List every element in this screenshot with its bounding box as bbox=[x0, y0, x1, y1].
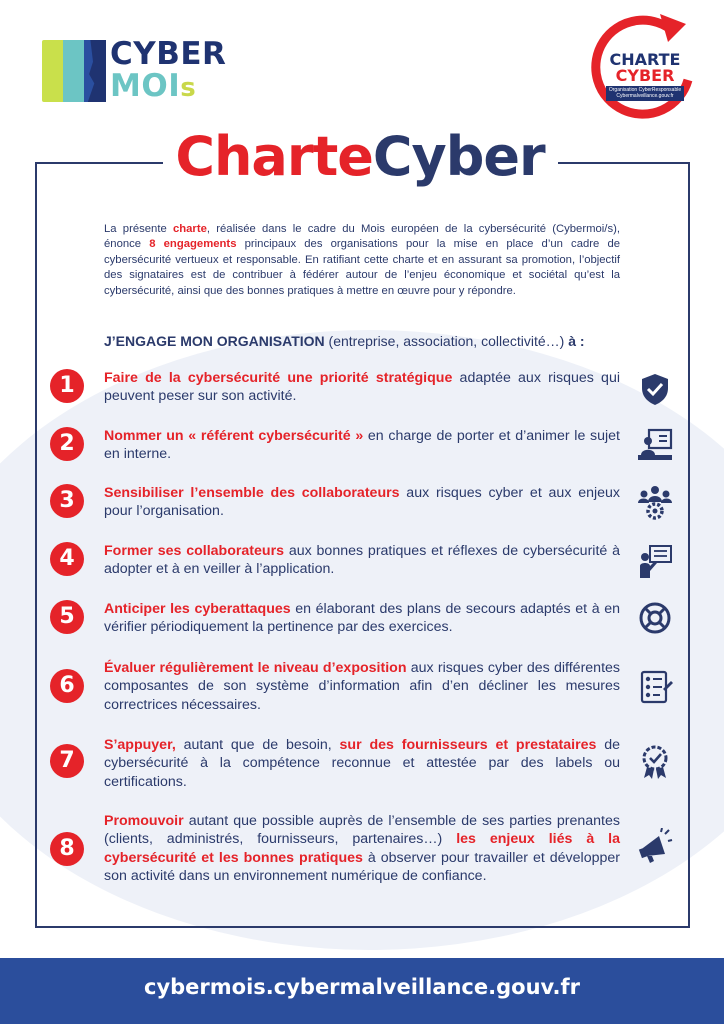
commitment-text bbox=[104, 484, 620, 521]
charte-cyber-logo-line2: CYBER bbox=[615, 66, 675, 85]
cybermois-logo-moi: MOI bbox=[110, 68, 181, 104]
award-badge-icon bbox=[637, 744, 673, 780]
commitment-number: 2 bbox=[50, 427, 84, 461]
page-title bbox=[165, 122, 555, 192]
intro-paragraph bbox=[104, 222, 620, 299]
commitment-text bbox=[104, 427, 620, 464]
commitment-number: 3 bbox=[50, 484, 84, 518]
charte-cyber-logo-subtitle bbox=[606, 86, 684, 101]
title-cyber: Cyber bbox=[372, 125, 545, 188]
cybermois-logo-cyber: CYBER bbox=[110, 36, 227, 72]
footer-bar bbox=[0, 958, 724, 1024]
commitment-number: 5 bbox=[50, 600, 84, 634]
commitment-body: en charge de porter et d’animer le sujet en interne. bbox=[104, 428, 620, 463]
commitment-body: adaptée aux risques qui peuvent peser sur son activité. bbox=[104, 370, 620, 405]
commitment-highlight-2: les enjeux liés à la cybersécurité et les bonnes pratiques bbox=[104, 831, 620, 866]
checklist-icon bbox=[637, 669, 673, 705]
megaphone-icon bbox=[637, 828, 673, 864]
commitment-body: autant que de besoin, bbox=[175, 737, 340, 753]
commitment-body: aux risques cyber et aux enjeux pour l’organisation. bbox=[104, 485, 620, 520]
commitment-highlight: Anticiper les cyberattaques bbox=[104, 601, 291, 617]
engagement-heading bbox=[104, 333, 644, 349]
commitment-body-2: à observer pour travailler et développer son activité dans un environnement numérique de confiance. bbox=[104, 849, 620, 885]
team-gear-icon bbox=[637, 484, 673, 520]
commitment-highlight: Faire de la cybersécurité une priorité stratégique bbox=[104, 370, 453, 386]
commitment-highlight: Promouvoir bbox=[104, 813, 184, 829]
commitment-body: aux risques cyber des différentes composantes de son système d’information afin d’en décliner les mesures correctrices nécessaires. bbox=[104, 660, 621, 713]
commitment-highlight: Former ses collaborateurs bbox=[104, 543, 284, 559]
commitment-body: en élaborant des plans de secours adaptés et à en vérifier périodiquement la pertinence par des exercices. bbox=[104, 601, 621, 636]
frame-top-left-rule bbox=[35, 162, 163, 164]
intro-text-2: , réalisée dans le cadre du Mois européen de la cybersécurité (Cybermoi/s), énonce bbox=[104, 223, 620, 251]
cybermois-logo-mosaic bbox=[42, 40, 106, 102]
cybermois-logo-s: s bbox=[180, 73, 197, 103]
frame-top-right-rule bbox=[558, 162, 690, 164]
footer-url-link[interactable]: cybermois.cybermalveillance.gouv.fr bbox=[144, 975, 580, 999]
commitment-number: 7 bbox=[50, 744, 84, 778]
title-charte: Charte bbox=[175, 125, 373, 188]
commitment-body: aux bonnes pratiques et réflexes de cybersécurité à adopter et à en veiller à l’application. bbox=[104, 543, 621, 578]
commitment-number: 6 bbox=[50, 669, 84, 703]
engagement-heading-bold: J’ENGAGE MON ORGANISATION bbox=[104, 333, 325, 349]
commitment-highlight: S’appuyer, bbox=[104, 737, 176, 753]
commitment-text bbox=[104, 812, 620, 886]
commitment-body-2: de cybersécurité à la compétence reconnue et attestée par des labels ou certifications. bbox=[104, 737, 620, 790]
intro-text-1: La présente bbox=[104, 223, 173, 235]
person-desk-icon bbox=[637, 427, 673, 463]
commitment-highlight: Évaluer régulièrement le niveau d’exposition bbox=[104, 660, 407, 676]
commitment-highlight-2: sur des fournisseurs et prestataires bbox=[339, 737, 597, 753]
charte-cyber-logo-line3: Organisation CyberResponsable bbox=[608, 87, 682, 93]
charte-cyber-logo-line4: Cybermalveillance.gouv.fr bbox=[616, 93, 674, 100]
engagement-heading-rest: (entreprise, association, collectivité…) bbox=[324, 333, 569, 349]
intro-highlight-charte: charte bbox=[172, 223, 207, 235]
commitment-text bbox=[104, 369, 620, 406]
trainer-board-icon bbox=[637, 544, 673, 580]
commitment-number: 4 bbox=[50, 542, 84, 576]
commitment-text bbox=[104, 659, 620, 714]
commitment-highlight: Sensibiliser l’ensemble des collaborateurs bbox=[104, 485, 400, 501]
shield-check-icon bbox=[637, 371, 673, 407]
commitment-body: autant que possible auprès de l’ensemble de ses parties prenantes (clients, administrés, fournisseurs, partenaires…) bbox=[104, 813, 620, 848]
commitment-text bbox=[104, 542, 620, 579]
cybermois-logo-mois bbox=[110, 68, 196, 104]
cybermois-logo bbox=[42, 36, 227, 108]
commitment-text bbox=[104, 736, 620, 791]
charte-cyber-logo-line1: CHARTE bbox=[609, 50, 681, 69]
charte-cyber-logo bbox=[588, 10, 698, 125]
commitment-text bbox=[104, 600, 620, 637]
lifebuoy-icon bbox=[637, 600, 673, 636]
engagement-heading-end: à : bbox=[568, 333, 585, 349]
commitment-number: 1 bbox=[50, 369, 84, 403]
intro-highlight-engagements: 8 engagements bbox=[149, 238, 237, 251]
commitment-number: 8 bbox=[50, 832, 84, 866]
intro-text-3: principaux des organisations pour la mise en place d’un cadre de cybersécurité vertueux et responsable. En ratifiant cette charte et en assurant sa promotion, l’objectif des signataires est de contribuer à fédérer autour de l’enjeu économique et sociétal qu’est la cybersécurité, ainsi que des bonnes pratiques à mettre en œuvre pour y répondre. bbox=[104, 238, 621, 297]
commitment-highlight: Nommer un « référent cybersécurité » bbox=[104, 428, 364, 444]
